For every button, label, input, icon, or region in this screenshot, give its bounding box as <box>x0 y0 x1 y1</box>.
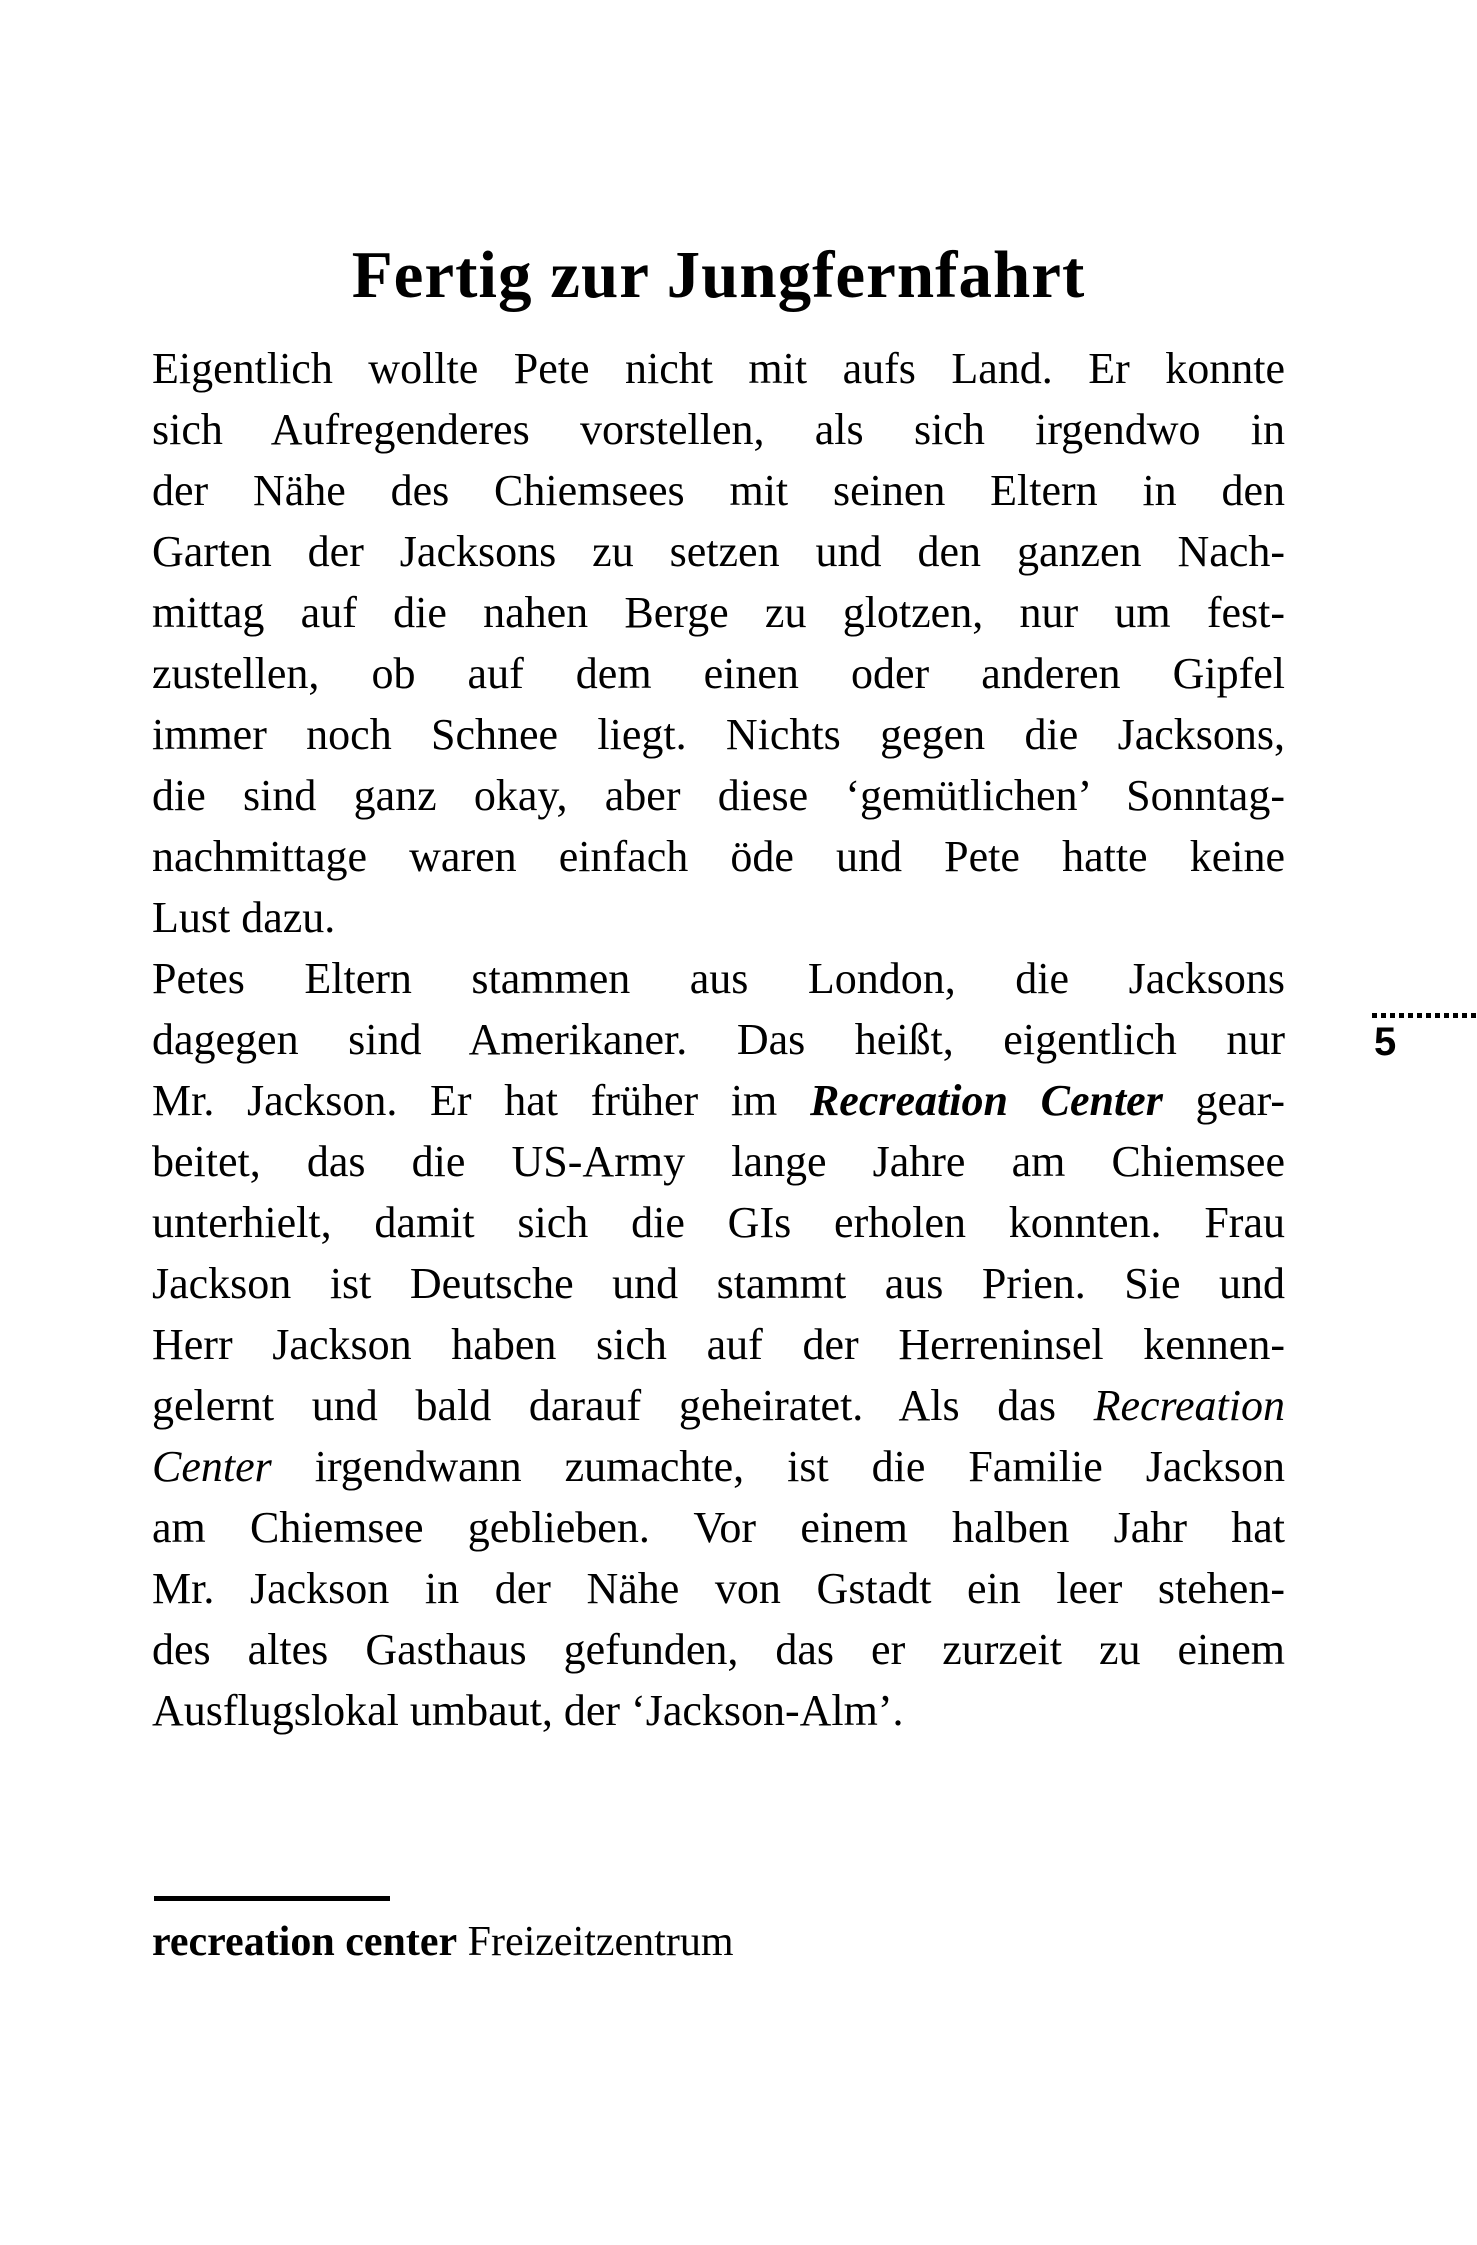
paragraph <box>152 338 1285 948</box>
text-line <box>152 1497 1285 1558</box>
text-line <box>152 1375 1285 1436</box>
text-segment: sich Aufregenderes vorstellen, als sich irgendwo in <box>152 405 1285 454</box>
text-segment: zustellen, ob auf dem einen oder anderen Gipfel <box>152 649 1285 698</box>
text-segment: am Chiemsee geblieben. Vor einem halben Jahr hat <box>152 1503 1285 1552</box>
text-segment: Garten der Jacksons zu setzen und den ganzen Nach- <box>152 527 1285 576</box>
text-segment: Recreation <box>1093 1381 1285 1430</box>
text-segment: irgendwann zumachte, ist die Familie Jackson <box>271 1442 1285 1491</box>
text-segment: gear- <box>1162 1076 1286 1125</box>
text-segment: unterhielt, damit sich die GIs erholen konnten. Frau <box>152 1198 1285 1247</box>
footnote-term: recreation center <box>152 1919 458 1965</box>
page-number-dotted-rule <box>1372 1013 1477 1018</box>
text-segment: Eigentlich wollte Pete nicht mit aufs Land. Er konnte <box>152 344 1285 393</box>
text-line <box>152 582 1285 643</box>
text-segment: Lust dazu. <box>152 893 336 942</box>
text-line <box>152 460 1285 521</box>
footnote <box>152 1916 1285 1968</box>
text-segment: Recreation Center <box>809 1076 1163 1125</box>
text-segment: immer noch Schnee liegt. Nichts gegen die Jacksons, <box>152 710 1285 759</box>
text-line <box>152 1009 1285 1070</box>
text-line <box>152 1131 1285 1192</box>
text-line <box>152 948 1285 1009</box>
text-line <box>152 643 1285 704</box>
footnote-rule <box>154 1896 390 1901</box>
text-segment: Herr Jackson haben sich auf der Herreninsel kennen- <box>152 1320 1285 1369</box>
text-line <box>152 338 1285 399</box>
text-segment: Mr. Jackson. Er hat früher im <box>152 1076 810 1125</box>
body-text <box>152 338 1285 1741</box>
text-segment: der Nähe des Chiemsees mit seinen Eltern in den <box>152 466 1285 515</box>
text-segment: nachmittage waren einfach öde und Pete hatte keine <box>152 832 1285 881</box>
text-line <box>152 887 1285 948</box>
text-line <box>152 1436 1285 1497</box>
text-line <box>152 399 1285 460</box>
text-line <box>152 704 1285 765</box>
paragraph <box>152 948 1285 1741</box>
text-segment: Center <box>152 1442 272 1491</box>
text-segment: des altes Gasthaus gefunden, das er zurzeit zu einem <box>152 1625 1285 1674</box>
text-line <box>152 1253 1285 1314</box>
text-segment: Ausflugslokal umbaut, der ‘Jackson-Alm’. <box>152 1686 904 1735</box>
page-number: 5 <box>1374 1020 1397 1064</box>
text-line <box>152 826 1285 887</box>
page-title: Fertig zur Jungfernfahrt <box>351 237 1086 312</box>
text-line <box>152 521 1285 582</box>
text-line <box>152 765 1285 826</box>
text-line <box>152 1070 1285 1131</box>
text-line <box>152 1619 1285 1680</box>
text-segment: mittag auf die nahen Berge zu glotzen, nur um fest- <box>152 588 1285 637</box>
text-segment: beitet, das die US-Army lange Jahre am Chiemsee <box>152 1137 1285 1186</box>
text-segment: gelernt und bald darauf geheiratet. Als das <box>152 1381 1094 1430</box>
text-segment: Jackson ist Deutsche und stammt aus Prien. Sie und <box>152 1259 1285 1308</box>
text-line <box>152 1192 1285 1253</box>
text-segment: die sind ganz okay, aber diese ‘gemütlichen’ Sonntag- <box>152 771 1285 820</box>
text-segment: Mr. Jackson in der Nähe von Gstadt ein leer stehen- <box>152 1564 1285 1613</box>
text-line <box>152 1314 1285 1375</box>
text-segment: dagegen sind Amerikaner. Das heißt, eigentlich nur <box>152 1015 1285 1064</box>
text-segment: Petes Eltern stammen aus London, die Jacksons <box>152 954 1285 1003</box>
footnote-definition: Freizeitzentrum <box>457 1919 734 1965</box>
text-line <box>152 1558 1285 1619</box>
text-line <box>152 1680 1285 1741</box>
